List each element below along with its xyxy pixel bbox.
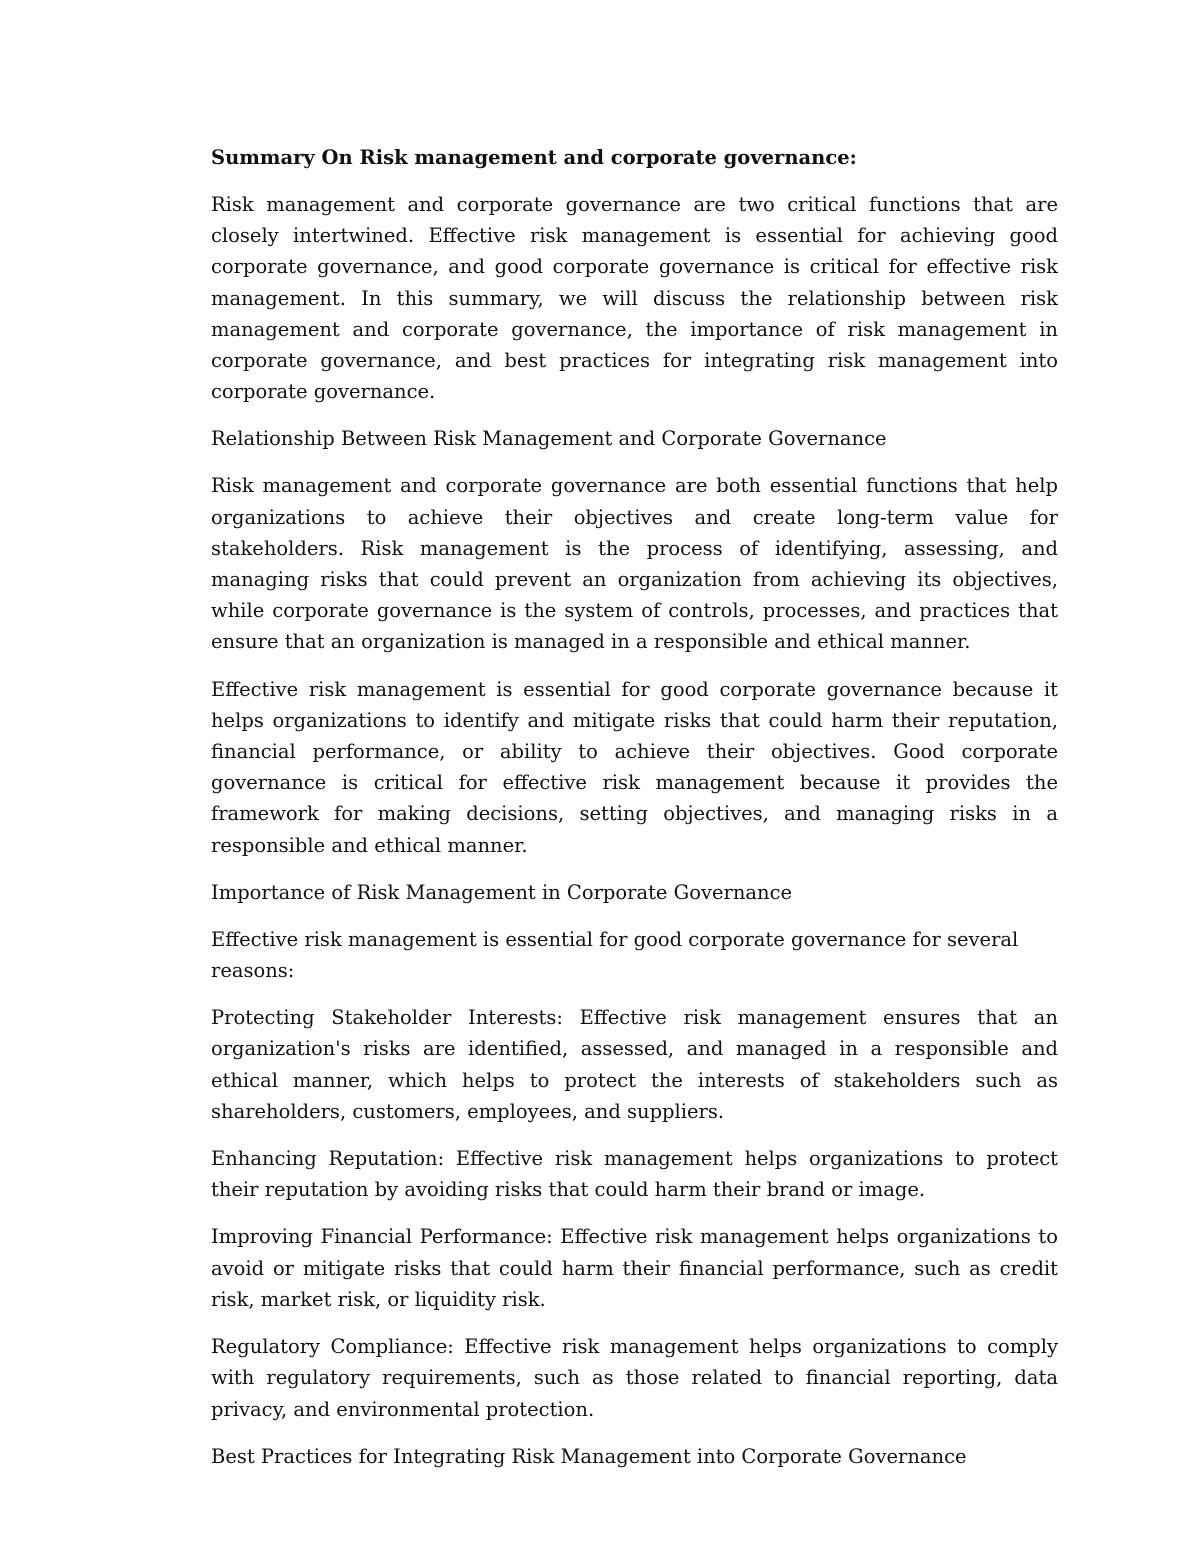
intro-paragraph: Risk management and corporate governance are two critical functions that are closely intertwined. Effective risk management is essential for achieving good corporate governance, and good corporate governance is critical for effective risk management. In this summary, we will discuss the relationship between risk management and corporate governance, the importance of risk management in corporate governance, and best practices for integrating risk management into corporate governance. <box>211 193 1058 404</box>
document-page <box>211 142 1058 1488</box>
importance-point: Enhancing Reputation: Effective risk management helps organizations to protect their reputation by avoiding risks that could harm their brand or image. <box>211 1147 1058 1202</box>
section-heading-importance: Importance of Risk Management in Corporate Governance <box>211 880 793 904</box>
section-heading-best-practices: Best Practices for Integrating Risk Management into Corporate Governance <box>211 1444 967 1468</box>
importance-lead-paragraph: Effective risk management is essential for good corporate governance for several reasons: <box>211 927 1019 983</box>
section-heading-relationship: Relationship Between Risk Management and Corporate Governance <box>211 427 887 451</box>
importance-point: Improving Financial Performance: Effective risk management helps organizations to avoid or mitigate risks that could harm their financial performance, such as credit risk, market risk, or liquidity risk. <box>211 1225 1058 1311</box>
relationship-paragraph-1: Risk management and corporate governance are both essential functions that help organizations to achieve their objectives and create long-term value for stakeholders. Risk management is the process of identifying, assessing, and managing risks that could prevent an organization from achieving its objectives, while corporate governance is the system of controls, processes, and practices that ensure that an organization is managed in a responsible and ethical manner. <box>211 474 1058 654</box>
importance-point: Protecting Stakeholder Interests: Effective risk management ensures that an organization's risks are identified, assessed, and managed in a responsible and ethical manner, which helps to protect the interests of stakeholders such as shareholders, customers, employees, and suppliers. <box>211 1006 1058 1123</box>
document-title: Summary On Risk management and corporate governance: <box>211 146 857 169</box>
relationship-paragraph-2: Effective risk management is essential for good corporate governance because it helps organizations to identify and mitigate risks that could harm their reputation, financial performance, or ability to achieve their objectives. Good corporate governance is critical for effective risk management because it provides the framework for making decisions, setting objectives, and managing risks in a responsible and ethical manner. <box>211 677 1058 857</box>
importance-point: Regulatory Compliance: Effective risk management helps organizations to comply with regulatory requirements, such as those related to financial reporting, data privacy, and environmental protection. <box>211 1335 1058 1421</box>
